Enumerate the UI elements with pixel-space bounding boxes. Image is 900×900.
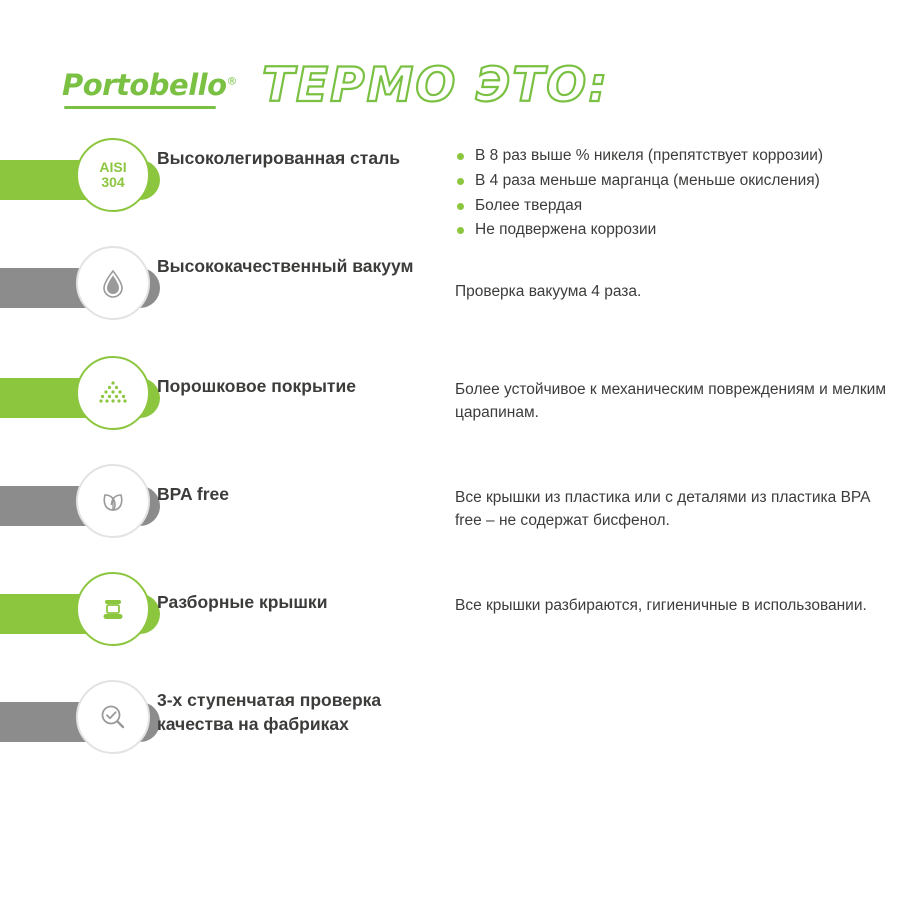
feature-description-vacuum: Проверка вакуума 4 раза. — [455, 283, 642, 300]
badge-line-1: AISI — [99, 159, 127, 176]
water-drop-icon-badge — [76, 246, 150, 320]
feature-title-lids: Разборные крышки — [157, 592, 328, 612]
magnifier-check-icon — [92, 696, 134, 738]
page-title: ТЕРМО ЭТО: — [262, 58, 610, 113]
list-item: В 8 раз выше % никеля (препятствует коррозии) — [455, 144, 895, 169]
feature-row-lids — [0, 572, 900, 656]
feature-row-steel — [0, 138, 900, 239]
lid-icon-badge — [76, 572, 150, 646]
registered-trademark-icon: ® — [226, 74, 237, 88]
feature-bullets-steel — [455, 144, 895, 243]
feature-title-quality: 3-х ступенчатая проверка качества на фабриках — [157, 690, 382, 735]
feature-row-vacuum — [0, 246, 900, 330]
water-drop-icon — [93, 263, 133, 303]
brand-logo-underline — [64, 106, 216, 109]
feature-description-bpa: Все крышки из пластика или с деталями из пластика BPA free – не содержат бисфенол. — [455, 489, 870, 530]
bpa-free-leaf-icon — [92, 480, 134, 522]
feature-row-quality — [0, 680, 900, 764]
feature-title-steel: Высоколегированная сталь — [157, 148, 400, 168]
powder-coating-icon — [92, 372, 134, 414]
feature-title-powder: Порошковое покрытие — [157, 376, 356, 396]
list-item: Не подвержена коррозии — [455, 218, 895, 243]
magnifier-check-icon-badge — [76, 680, 150, 754]
bpa-free-leaf-icon-badge — [76, 464, 150, 538]
feature-row-bpa — [0, 464, 900, 548]
powder-coating-icon-badge — [76, 356, 150, 430]
page-header — [0, 30, 900, 113]
brand-logo — [62, 68, 237, 102]
aisi-304-badge — [76, 138, 150, 212]
list-item: Более твердая — [455, 194, 895, 219]
feature-row-powder — [0, 356, 900, 440]
feature-title-bpa: BPA free — [157, 484, 229, 504]
list-item: В 4 раза меньше марганца (меньше окисления) — [455, 169, 895, 194]
feature-description-powder: Более устойчивое к механическим повреждениям и мелким царапинам. — [455, 381, 886, 422]
brand-logo-text: Portobello — [62, 68, 227, 102]
lid-icon — [92, 588, 134, 630]
badge-line-2: 304 — [101, 174, 125, 190]
feature-title-vacuum: Высококачественный вакуум — [157, 256, 414, 276]
feature-description-lids: Все крышки разбираются, гигиеничные в использовании. — [455, 597, 867, 614]
